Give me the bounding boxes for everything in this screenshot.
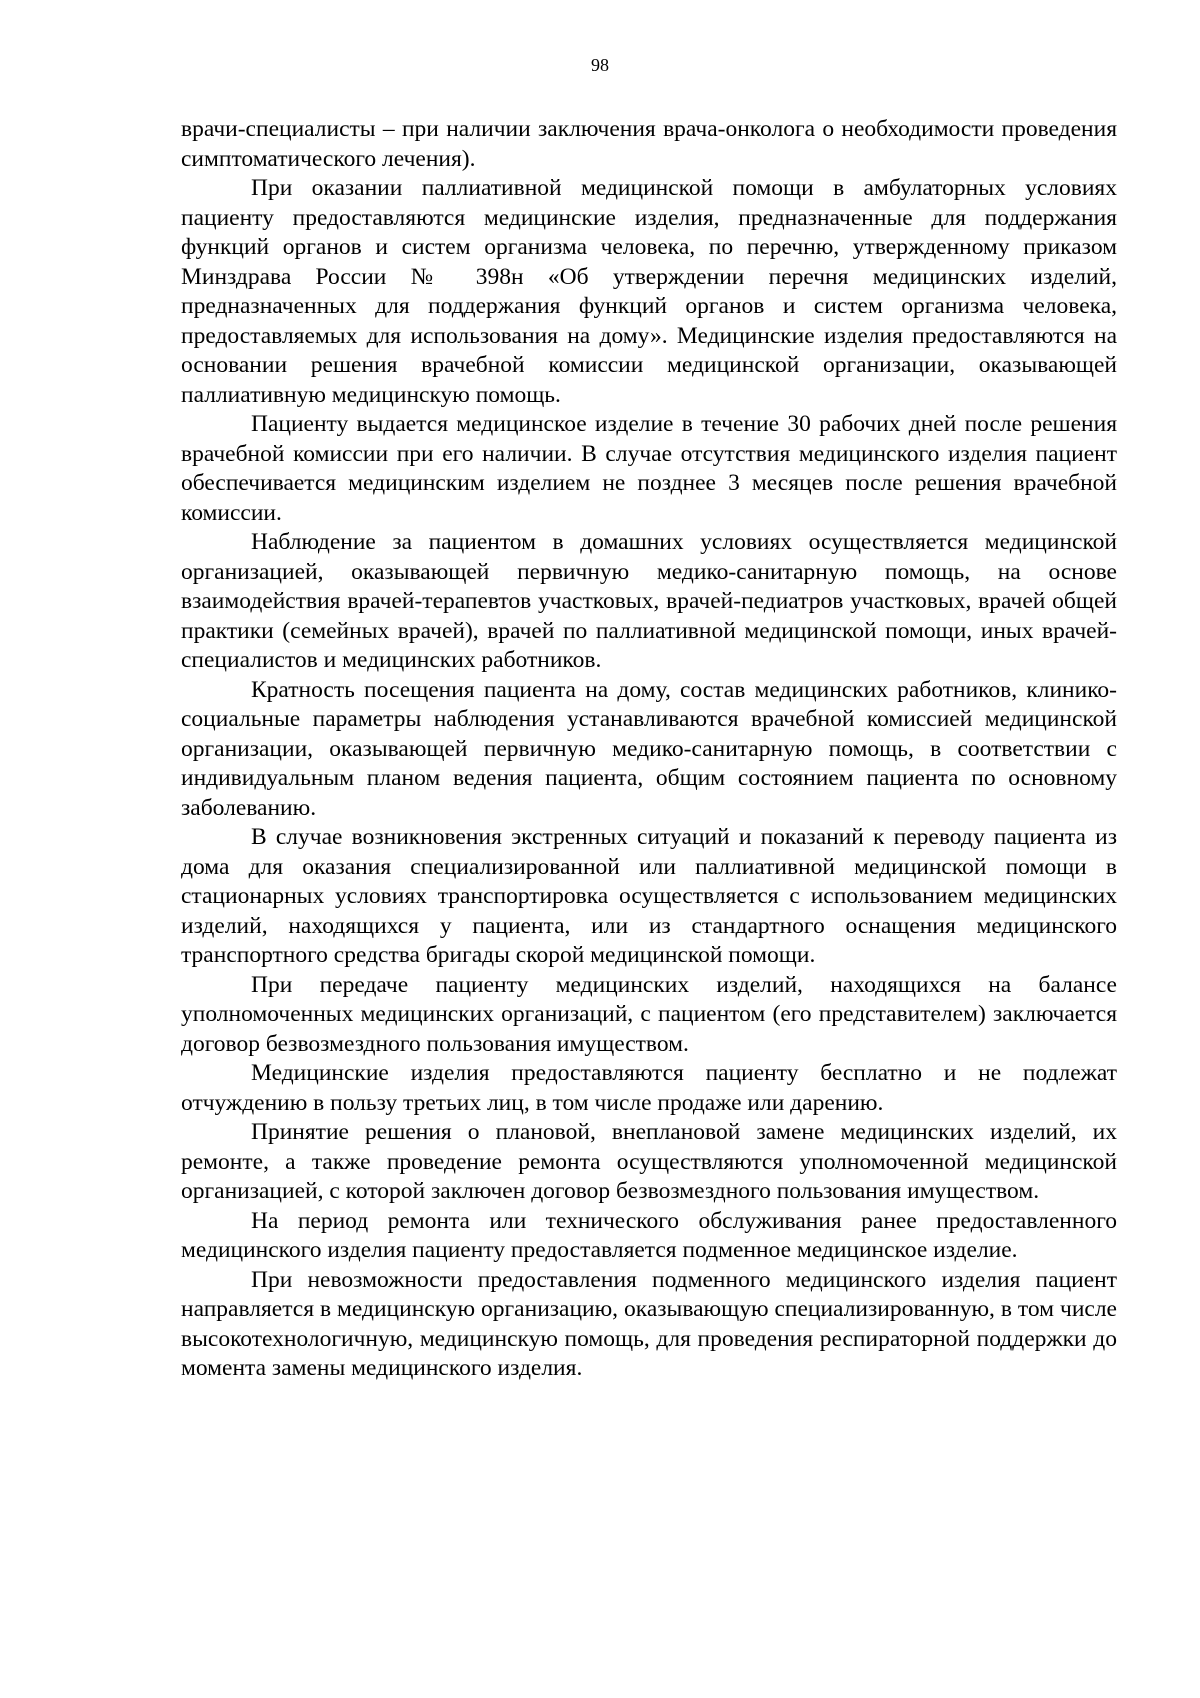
paragraph: При передаче пациенту медицинских изделий, находящихся на балансе уполномоченных медицинских организаций, с пациентом (его представителем) заключается договор безвозмездного пользования имуществом. bbox=[181, 971, 1117, 1057]
paragraph: На период ремонта или технического обслуживания ранее предоставленного медицинского изделия пациенту предоставляется подменное медицинское изделие. bbox=[181, 1207, 1117, 1263]
page-number: 98 bbox=[591, 55, 609, 75]
paragraph: Пациенту выдается медицинское изделие в течение 30 рабочих дней после решения врачебной комиссии при его наличии. В случае отсутствия медицинского изделия пациент обеспечивается медицинским изделием не позднее 3 месяцев после решения врачебной комиссии. bbox=[181, 411, 1117, 526]
paragraph: Принятие решения о плановой, внеплановой замене медицинских изделий, их ремонте, а также проведение ремонта осуществляются уполномоченной медицинской организацией, с которой заключен договор безвозмездного пользования имуществом. bbox=[181, 1119, 1117, 1204]
paragraph: При невозможности предоставления подменного медицинского изделия пациент направляется в медицинскую организацию, оказывающую специализированную, в том числе высокотехнологичную, медицинскую помощь, для проведения респираторной поддержки до момента замены медицинского изделия. bbox=[181, 1266, 1117, 1381]
paragraph-continuation: врачи-специалисты – при наличии заключения врача-онколога о необходимости проведения симптоматического лечения). bbox=[181, 116, 1117, 172]
paragraph: При оказании паллиативной медицинской помощи в амбулаторных условиях пациенту предоставляются медицинские изделия, предназначенные для поддержания функций органов и систем организма человека, по перечню, утвержденному приказом Минздрава России № 398н «Об утверждении перечня медицинских изделий, предназначенных для поддержания функций органов и систем организма человека, предоставляемых для использования на дому». Медицинские изделия предоставляются на основании решения врачебной комиссии медицинской организации, оказывающей паллиативную медицинскую помощь. bbox=[181, 175, 1117, 408]
paragraph: Наблюдение за пациентом в домашних условиях осуществляется медицинской организацией, оказывающей первичную медико-санитарную помощь, на основе взаимодействия врачей-терапевтов участковых, врачей-педиатров участковых, врачей общей практики (семейных врачей), врачей по паллиативной медицинской помощи, иных врачей-специалистов и медицинских работников. bbox=[181, 529, 1117, 673]
paragraph: Кратность посещения пациента на дому, состав медицинских работников, клинико-социальные параметры наблюдения устанавливаются врачебной комиссией медицинской организации, оказывающей первичную медико-санитарную помощь, в соответствии с индивидуальным планом ведения пациента, общим состоянием пациента по основному заболеванию. bbox=[181, 676, 1117, 821]
paragraph: В случае возникновения экстренных ситуаций и показаний к переводу пациента из дома для оказания специализированной или паллиативной медицинской помощи в стационарных условиях транспортировка осуществляется с использованием медицинских изделий, находящихся у пациента, или из стандартного оснащения медицинского транспортного средства бригады скорой медицинской помощи. bbox=[181, 824, 1117, 968]
paragraph: Медицинские изделия предоставляются пациенту бесплатно и не подлежат отчуждению в пользу третьих лиц, в том числе продаже или дарению. bbox=[181, 1060, 1117, 1116]
document-body bbox=[181, 115, 1117, 1384]
